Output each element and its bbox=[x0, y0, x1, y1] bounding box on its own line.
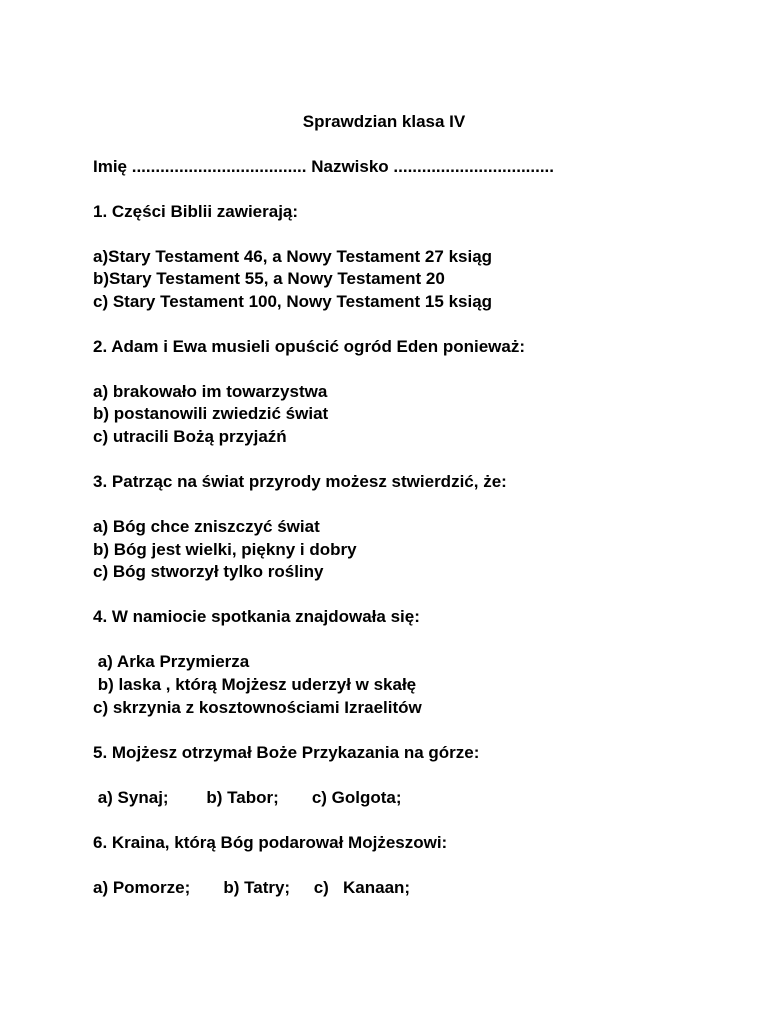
question-1-answer-c: c) Stary Testament 100, Nowy Testament 15 ksiąg bbox=[93, 292, 493, 311]
worksheet-title: Sprawdzian klasa IV bbox=[302, 112, 466, 131]
question-3: 3. Patrząc na świat przyrody możesz stwierdzić, że: bbox=[93, 472, 507, 491]
question-1-answer-b: b)Stary Testament 55, a Nowy Testament 20 bbox=[93, 269, 445, 288]
question-2-answer-c: c) utracili Bożą przyjaźń bbox=[93, 427, 287, 446]
question-5-answers: a) Synaj; b) Tabor; c) Golgota; bbox=[93, 788, 402, 807]
question-4-answer-b: b) laska , którą Mojżesz uderzył w skałę bbox=[93, 675, 417, 694]
question-1-answer-a: a)Stary Testament 46, a Nowy Testament 27 ksiąg bbox=[93, 247, 493, 266]
question-4: 4. W namiocie spotkania znajdowała się: bbox=[93, 607, 420, 626]
question-1: 1. Części Biblii zawierają: bbox=[93, 202, 299, 221]
question-2-answer-a: a) brakowało im towarzystwa bbox=[93, 382, 328, 401]
question-6: 6. Kraina, którą Bóg podarował Mojżeszowi: bbox=[93, 833, 448, 852]
question-6-answers: a) Pomorze; b) Tatry; c) Kanaan; bbox=[93, 878, 411, 897]
question-3-answer-a: a) Bóg chce zniszczyć świat bbox=[93, 517, 320, 536]
question-3-answer-b: b) Bóg jest wielki, piękny i dobry bbox=[93, 540, 357, 559]
question-4-answer-a: a) Arka Przymierza bbox=[93, 652, 250, 671]
question-2: 2. Adam i Ewa musieli opuścić ogród Eden ponieważ: bbox=[93, 337, 526, 356]
question-5: 5. Mojżesz otrzymał Boże Przykazania na górze: bbox=[93, 743, 480, 762]
question-3-answer-c: c) Bóg stworzył tylko rośliny bbox=[93, 562, 324, 581]
question-2-answer-b: b) postanowili zwiedzić świat bbox=[93, 404, 329, 423]
question-4-answer-c: c) skrzynia z kosztownościami Izraelitów bbox=[93, 698, 422, 717]
student-name-line: Imię ..................................... Nazwisko .................................. bbox=[93, 157, 555, 176]
